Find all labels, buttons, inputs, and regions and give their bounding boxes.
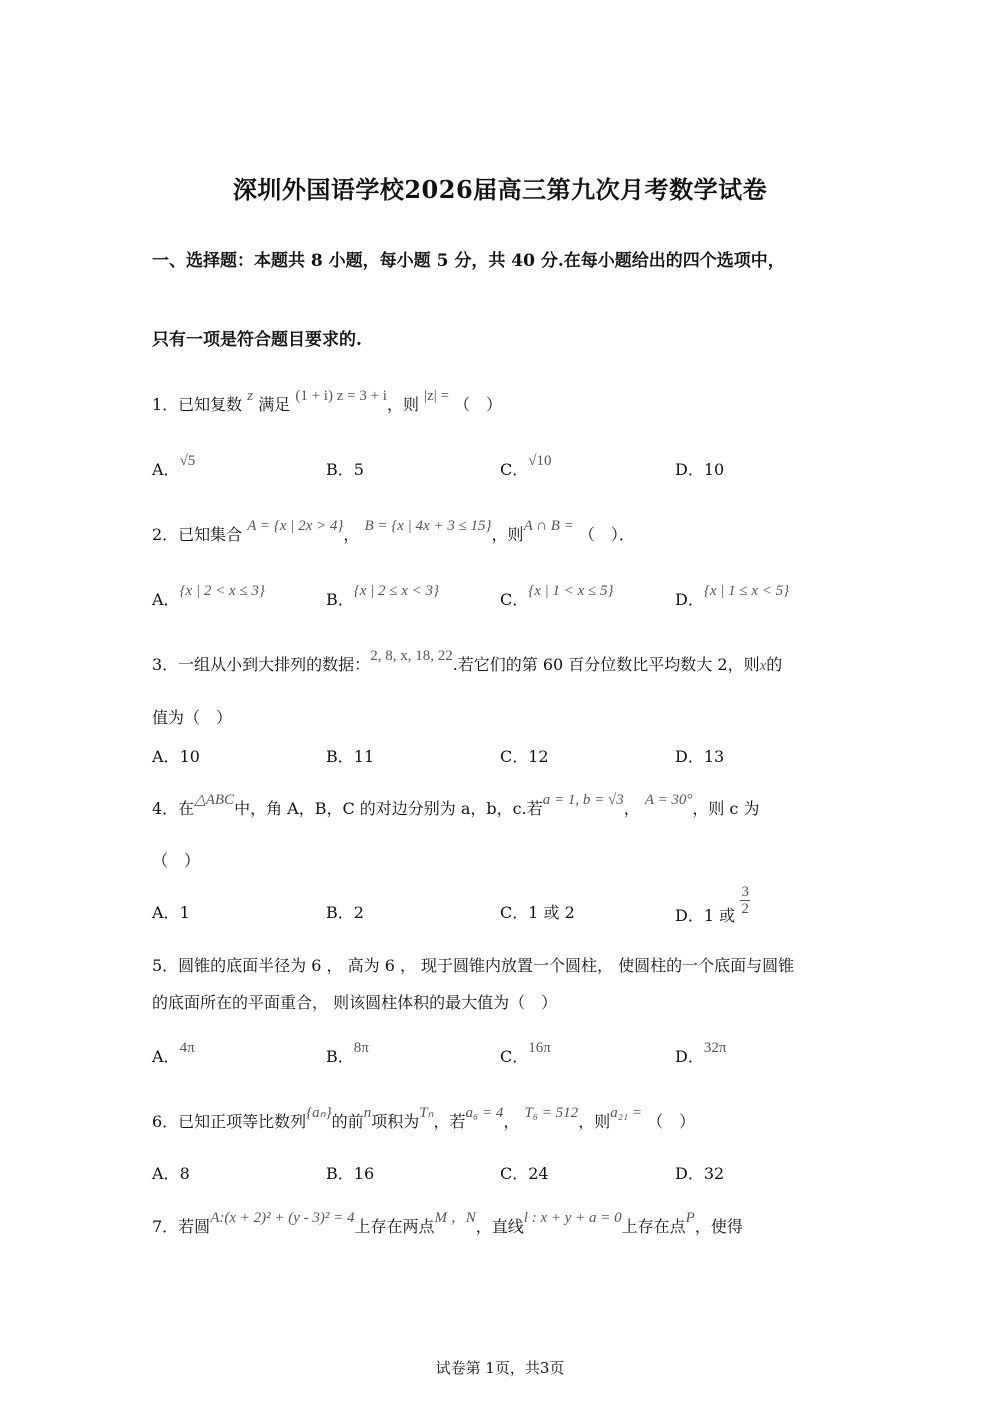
q6-option-d: D．32 bbox=[675, 1164, 725, 1183]
q6-cond1: a₆ = 4 bbox=[465, 1105, 504, 1121]
question-4-stem: 4．在△ABC中，角 A，B，C 的对边分别为 a，b，c.若a = 1, b = √3， A = 30°，则 c 为 bbox=[152, 792, 760, 818]
q5-option-d: D．32π bbox=[675, 1040, 727, 1066]
q7-line: l : x + y + a = 0 bbox=[523, 1210, 622, 1226]
q5-option-a: A．4π bbox=[152, 1040, 195, 1066]
question-4-line2: （ ） bbox=[152, 851, 201, 870]
q4-cond2: A = 30° bbox=[644, 792, 693, 808]
q1-option-c: C．√10 bbox=[500, 453, 552, 479]
q2-option-a: A．{x | 2 < x ≤ 3} bbox=[152, 583, 265, 609]
q4-option-c: C．1 或 2 bbox=[500, 903, 575, 922]
q7-point-p: P bbox=[685, 1210, 695, 1226]
page-title: 深圳外国语学校2026届高三第九次月考数学试卷 bbox=[232, 175, 768, 204]
q7-points: M ，N bbox=[434, 1210, 476, 1226]
section-heading-line2: 只有一项是符合题目要求的. bbox=[152, 330, 362, 350]
q4-option-b: B．2 bbox=[326, 903, 364, 922]
q6-cond2: T₆ = 512 bbox=[524, 1105, 579, 1121]
q7-circle: A:(x + 2)² + (y - 3)² = 4 bbox=[210, 1210, 355, 1226]
q5-option-c: C．16π bbox=[500, 1040, 551, 1066]
q1-formula-abs: |z| = bbox=[424, 388, 449, 404]
section-heading-line1: 一、选择题：本题共 8 小题，每小题 5 分，共 40 分.在每小题给出的四个选项中， bbox=[152, 251, 785, 271]
q2-option-c: C．{x | 1 < x ≤ 5} bbox=[500, 583, 614, 609]
q1-formula: (1 + i) z = 3 + i bbox=[295, 388, 387, 404]
q3-data: 2, 8, x, 18, 22 bbox=[370, 648, 453, 664]
q1-option-a: A．√5 bbox=[152, 453, 196, 479]
q1-option-d: D．10 bbox=[675, 460, 725, 479]
q4-fraction: $\frac{3}{2}$ bbox=[741, 884, 749, 917]
q4-triangle: △ABC bbox=[194, 792, 235, 808]
q6-option-a: A．8 bbox=[152, 1164, 190, 1183]
q3-option-a: A．10 bbox=[152, 747, 200, 766]
question-3-stem: 3．一组从小到大排列的数据：2, 8, x, 18, 22.若它们的第 60 百分位数比平均数大 2，则x的 bbox=[152, 648, 783, 674]
question-3-line2: 值为（ ） bbox=[152, 708, 233, 727]
q2-option-b: B．{x | 2 ≤ x < 3} bbox=[326, 583, 440, 609]
q6-option-c: C．24 bbox=[500, 1164, 549, 1183]
q3-var-x: x bbox=[759, 658, 767, 674]
q1-var-z: z bbox=[247, 388, 254, 404]
page-footer: 试卷第 1页，共3页 bbox=[435, 1359, 565, 1377]
question-2-stem: 2．已知集合 A = {x | 2x > 4}， B = {x | 4x + 3 ≤ 15}，则A ∩ B = （ ）． bbox=[152, 518, 635, 544]
q6-var-n: n bbox=[363, 1105, 372, 1121]
q4-cond1: a = 1, b = √3 bbox=[542, 792, 624, 808]
q3-option-c: C．12 bbox=[500, 747, 549, 766]
question-5-line2: 的底面所在的平面重合， 则该圆柱体积的最大值为（ ） bbox=[152, 993, 558, 1012]
q4-option-a: A．1 bbox=[152, 903, 190, 922]
question-7-stem: 7．若圆A:(x + 2)² + (y - 3)² = 4上存在两点M ，N，直线l : x + y + a = 0上存在点P，使得 bbox=[152, 1210, 743, 1236]
q4-option-d: D．1 或 $\frac{3}{2}$ bbox=[675, 884, 749, 925]
question-6-stem: 6．已知正项等比数列{aₙ}的前n项积为Tₙ，若a₆ = 4， T₆ = 512，则a₂₁ = （ ） bbox=[152, 1105, 696, 1131]
q2-option-d: D．{x | 1 ≤ x < 5} bbox=[675, 583, 790, 609]
q6-tn: Tₙ bbox=[419, 1105, 434, 1121]
q6-sequence: {aₙ} bbox=[306, 1105, 332, 1121]
q5-option-b: B．8π bbox=[326, 1040, 369, 1066]
q3-option-d: D．13 bbox=[675, 747, 725, 766]
question-5-line1: 5．圆锥的底面半径为 6 ， 高为 6 ， 现于圆锥内放置一个圆柱， 使圆柱的一个底面与圆锥 bbox=[152, 956, 795, 975]
q2-set-b: B = {x | 4x + 3 ≤ 15} bbox=[364, 518, 492, 534]
q6-a21: a₂₁ = bbox=[610, 1105, 643, 1121]
q3-option-b: B．11 bbox=[326, 747, 375, 766]
q2-intersection: A ∩ B = bbox=[523, 518, 574, 534]
q6-option-b: B．16 bbox=[326, 1164, 375, 1183]
question-1-stem: 1．已知复数 z 满足 (1 + i) z = 3 + i，则 |z| = （ ） bbox=[152, 388, 503, 414]
q1-option-b: B．5 bbox=[326, 460, 364, 479]
q2-set-a: A = {x | 2x > 4} bbox=[247, 518, 344, 534]
